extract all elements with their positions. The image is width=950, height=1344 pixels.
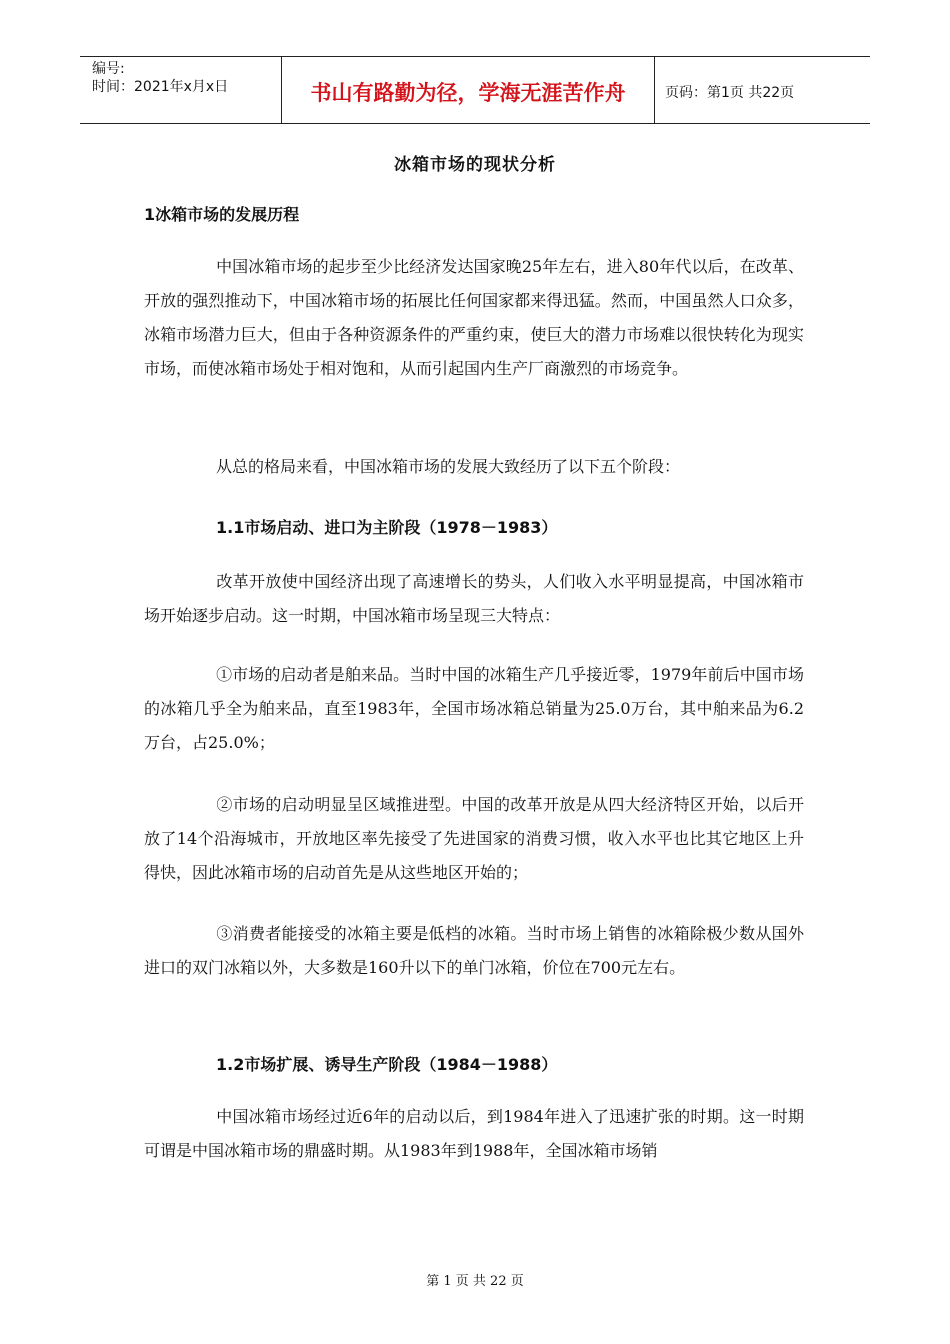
paragraph-6-text: ③消费者能接受的冰箱主要是低档的冰箱。当时市场上销售的冰箱除极少数从国外进口的双门冰箱以外，大多数是160升以下的单门冰箱，价位在700元左右。 [144,924,804,977]
header-motto-cell [282,57,655,123]
paragraph-6 [144,917,804,985]
paragraph-7-text: 中国冰箱市场经过近6年的启动以后，到1984年进入了迅速扩张的时期。这一时期可谓是中国冰箱市场的鼎盛时期。从1983年到1988年，全国冰箱市场销 [144,1107,804,1160]
document-title: 冰箱市场的现状分析 [394,155,556,175]
section-heading-1-1: 1.1市场启动、进口为主阶段（1978－1983） [216,518,558,537]
document-number-label: 编号: [92,61,125,77]
paragraph-2-text: 从总的格局来看，中国冰箱市场的发展大致经历了以下五个阶段： [216,457,681,476]
paragraph-3-text: 改革开放使中国经济出现了高速增长的势头，人们收入水平明显提高，中国冰箱市场开始逐步启动。这一时期，中国冰箱市场呈现三大特点： [144,572,804,625]
paragraph-4 [144,658,804,760]
document-time-label: 时间：2021年x月x日 [92,79,229,95]
paragraph-2 [144,450,804,484]
header-table [80,56,870,124]
page-footer: 第 1 页 共 22 页 [426,1274,524,1289]
paragraph-1-text: 中国冰箱市场的起步至少比经济发达国家晚25年左右，进入80年代以后，在改革、开放的强烈推动下，中国冰箱市场的拓展比任何国家都来得迅猛。然而，中国虽然人口众多，冰箱市场潜力巨大，但由于各种资源条件的严重约束，使巨大的潜力市场难以很快转化为现实市场，而使冰箱市场处于相对饱和，从而引起国内生产厂商激烈的市场竞争。 [144,257,804,378]
section-heading-1: 1冰箱市场的发展历程 [144,205,300,224]
paragraph-4-text: ①市场的启动者是舶来品。当时中国的冰箱生产几乎接近零，1979年前后中国市场的冰箱几乎全为舶来品，直至1983年，全国市场冰箱总销量为25.0万台，其中舶来品为6.2万台，占25.0%； [144,665,804,752]
paragraph-7 [144,1100,804,1168]
header-page-info: 页码：第1页 共22页 [665,85,795,101]
section-heading-1-2: 1.2市场扩展、诱导生产阶段（1984－1988） [216,1055,558,1074]
paragraph-5 [144,788,804,890]
header-page-cell [655,57,870,123]
paragraph-5-text: ②市场的启动明显呈区域推进型。中国的改革开放是从四大经济特区开始，以后开放了14个沿海城市，开放地区率先接受了先进国家的消费习惯，收入水平也比其它地区上升得快，因此冰箱市场的启动首先是从这些地区开始的； [144,795,804,882]
header-motto: 书山有路勤为径，学海无涯苦作舟 [310,81,626,105]
paragraph-3 [144,565,804,633]
header-meta-cell [80,57,282,123]
paragraph-1 [144,250,804,386]
